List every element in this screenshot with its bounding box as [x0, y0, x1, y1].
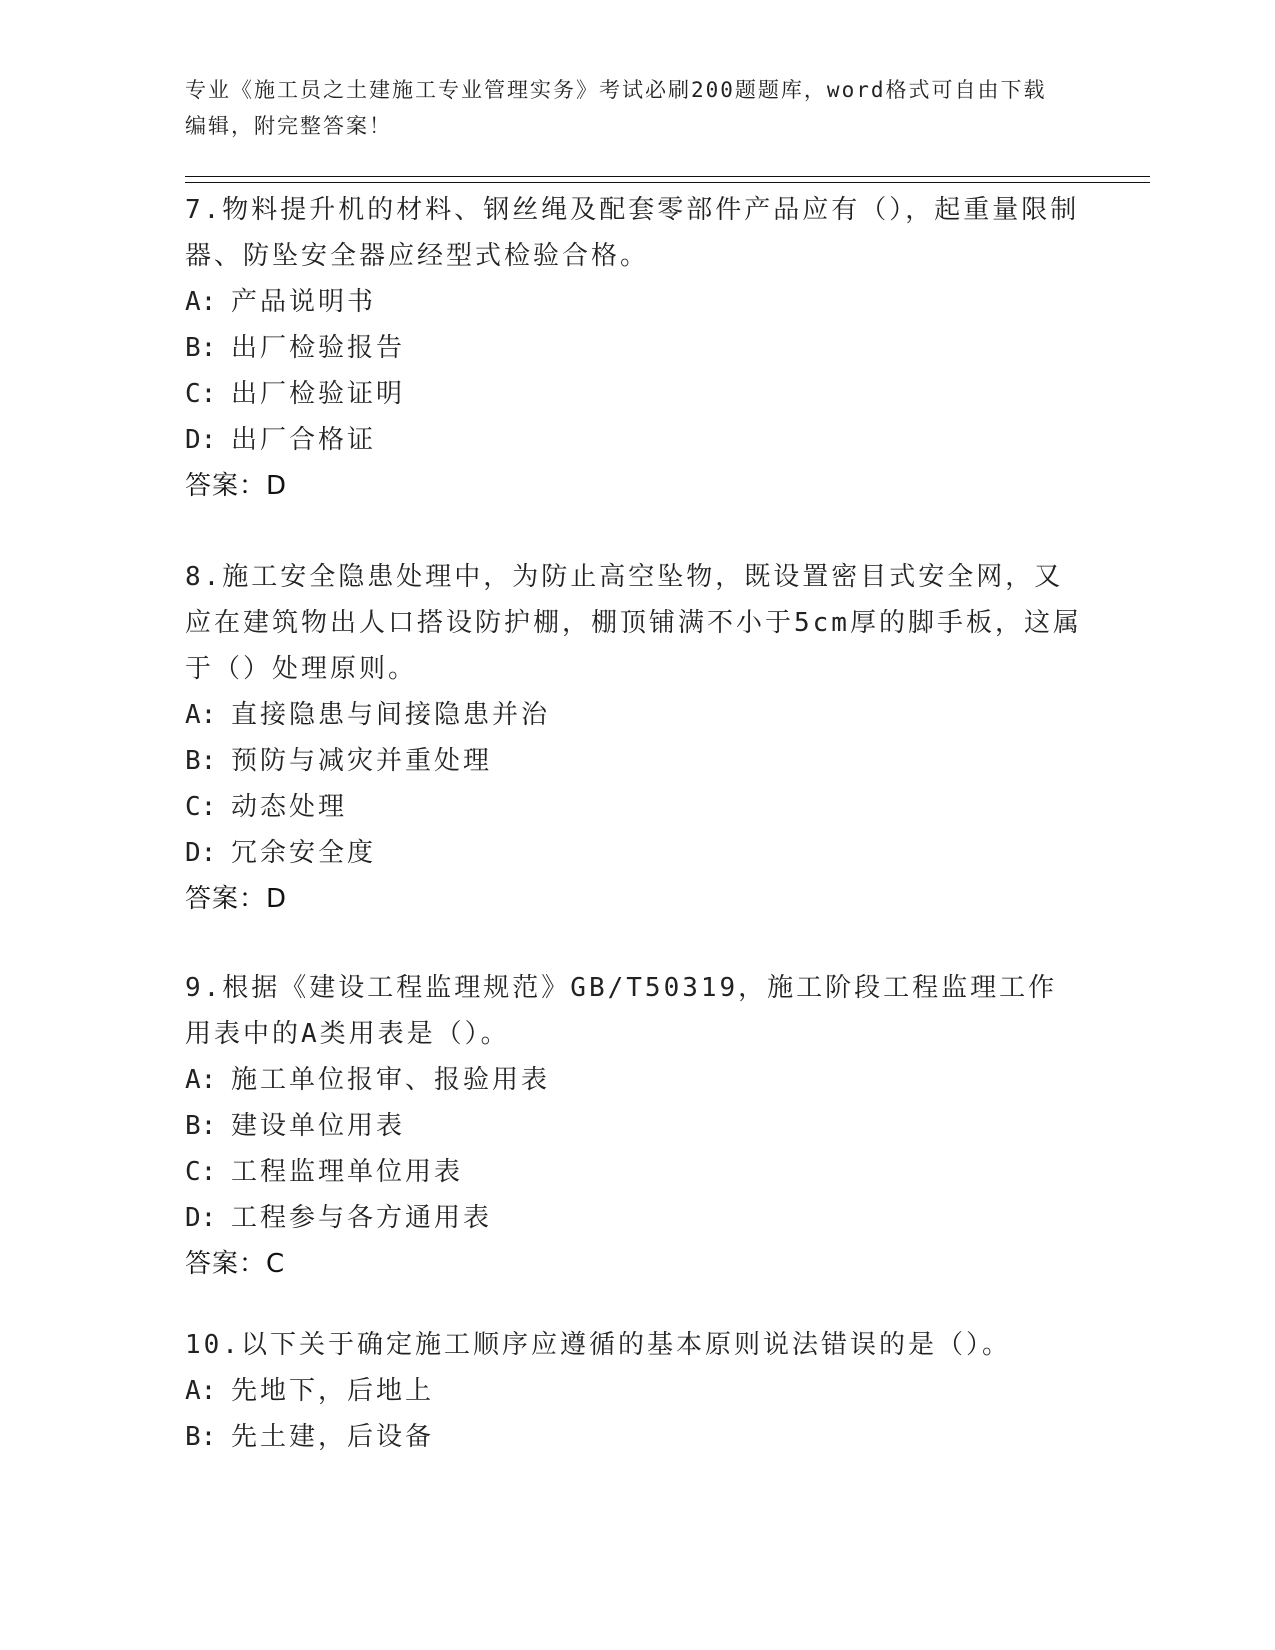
option-letter: A:	[185, 1065, 217, 1095]
option-b	[185, 738, 1085, 784]
option-text: 先土建，后设备	[231, 1422, 435, 1452]
option-text: 产品说明书	[231, 287, 377, 317]
question-stem: 7.物料提升机的材料、钢丝绳及配套零部件产品应有（），起重量限制器、防坠安全器应经型式检验合格。	[185, 195, 1080, 271]
question-stem: 8.施工安全隐患处理中，为防止高空坠物，既设置密目式安全网，又应在建筑物出人口搭设防护棚，棚顶铺满不小于5cm厚的脚手板，这属于（）处理原则。	[185, 562, 1082, 684]
option-letter: C:	[185, 1157, 217, 1187]
option-text: 工程参与各方通用表	[231, 1203, 493, 1233]
option-a	[185, 279, 1085, 325]
option-letter: A:	[185, 1376, 217, 1406]
option-b	[185, 1103, 1085, 1149]
option-text: 施工单位报审、报验用表	[231, 1065, 551, 1095]
option-letter: A:	[185, 700, 217, 730]
option-c	[185, 1149, 1085, 1195]
option-text: 出厂检验证明	[231, 379, 406, 409]
option-b	[185, 325, 1085, 371]
question-7	[185, 187, 1085, 509]
question-9	[185, 965, 1085, 1287]
option-text: 直接隐患与间接隐患并治	[231, 700, 551, 730]
option-text: 工程监理单位用表	[231, 1157, 464, 1187]
option-a	[185, 1057, 1085, 1103]
option-text: 动态处理	[231, 792, 348, 822]
option-text: 预防与减灾并重处理	[231, 746, 493, 776]
option-letter: B:	[185, 746, 217, 776]
option-text: 出厂检验报告	[231, 333, 406, 363]
answer-line: 答案：D	[185, 884, 288, 914]
question-stem: 10.以下关于确定施工顺序应遵循的基本原则说法错误的是（）。	[185, 1330, 1011, 1360]
option-letter: A:	[185, 287, 217, 317]
option-text: 出厂合格证	[231, 425, 377, 455]
option-letter: D:	[185, 425, 217, 455]
option-letter: B:	[185, 1111, 217, 1141]
option-b	[185, 1414, 1085, 1460]
option-d	[185, 1195, 1085, 1241]
header-divider-top	[185, 176, 1150, 177]
option-c	[185, 784, 1085, 830]
question-stem: 9.根据《建设工程监理规范》GB/T50319，施工阶段工程监理工作用表中的A类用表是（）。	[185, 973, 1058, 1049]
question-10	[185, 1322, 1085, 1460]
option-letter: D:	[185, 1203, 217, 1233]
option-a	[185, 1368, 1085, 1414]
option-text: 冗余安全度	[231, 838, 377, 868]
option-a	[185, 692, 1085, 738]
header-divider-bottom	[185, 182, 1150, 183]
answer-line: 答案：D	[185, 471, 288, 501]
option-letter: B:	[185, 1422, 217, 1452]
option-letter: D:	[185, 838, 217, 868]
option-letter: C:	[185, 379, 217, 409]
question-8	[185, 554, 1085, 922]
answer-line: 答案：C	[185, 1249, 286, 1279]
document-header: 专业《施工员之土建施工专业管理实务》考试必刷200题题库，word格式可自由下载编辑，附完整答案！	[185, 78, 1047, 138]
option-d	[185, 417, 1085, 463]
option-letter: C:	[185, 792, 217, 822]
option-text: 建设单位用表	[231, 1111, 406, 1141]
option-letter: B:	[185, 333, 217, 363]
option-text: 先地下，后地上	[231, 1376, 435, 1406]
option-c	[185, 371, 1085, 417]
option-d	[185, 830, 1085, 876]
